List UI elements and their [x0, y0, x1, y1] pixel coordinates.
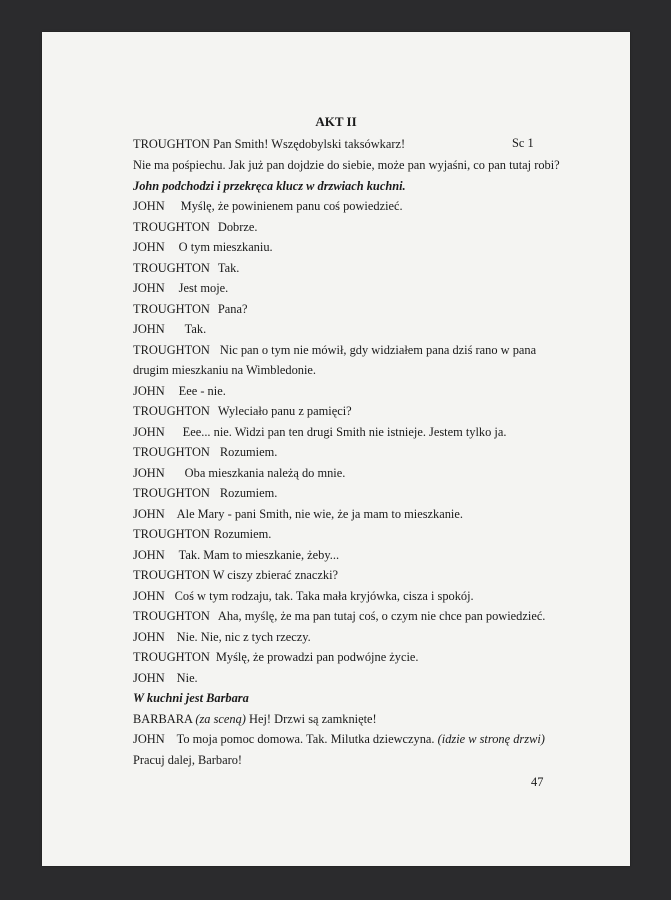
- script-line: TROUGHTON W ciszy zbierać znaczki?: [133, 568, 339, 582]
- script-page: [42, 32, 630, 866]
- speaker: JOHN: [133, 384, 165, 398]
- dialogue-line: TROUGHTON Rozumiem.: [133, 445, 278, 459]
- dialogue-line: JOHN Myślę, że powinienem panu coś powiedzieć.: [133, 199, 403, 213]
- dialogue-line: TROUGHTON Rozumiem.: [133, 486, 278, 500]
- dialogue-line: JOHN Jest moje.: [133, 281, 229, 295]
- stage-direction: (za sceną): [195, 712, 246, 726]
- dialogue-line: JOHN Nie. Nie, nic z tych rzeczy.: [133, 630, 311, 644]
- stage-direction: John podchodzi i przekręca klucz w drzwiach kuchni.: [133, 179, 406, 193]
- speaker: JOHN: [133, 281, 165, 295]
- speaker: TROUGHTON: [133, 445, 210, 459]
- dialogue-line: JOHN Eee... nie. Widzi pan ten drugi Smith nie istnieje. Jestem tylko ja.: [133, 425, 507, 439]
- dialogue-line: TROUGHTON Wyleciało panu z pamięci?: [133, 404, 352, 418]
- dialogue-line: JOHN Tak. Mam to mieszkanie, żeby...: [133, 548, 340, 562]
- speaker: TROUGHTON: [133, 261, 210, 275]
- dialogue-line: TROUGHTON Pana?: [133, 302, 248, 316]
- page-number: 47: [531, 775, 544, 789]
- scene-number: Sc 1: [512, 136, 534, 150]
- dialogue-line: TROUGHTON Dobrze.: [133, 220, 258, 234]
- speaker: JOHN: [133, 630, 165, 644]
- script-line: Pracuj dalej, Barbaro!: [133, 753, 243, 767]
- dialogue-line: JOHN Tak.: [133, 322, 207, 336]
- speaker: JOHN: [133, 589, 165, 603]
- speaker: TROUGHTON: [133, 343, 210, 357]
- dialogue-line: JOHN To moja pomoc domowa. Tak. Milutka dziewczyna. (idzie w stronę drzwi): [133, 732, 545, 746]
- speaker: TROUGHTON: [133, 650, 210, 664]
- dialogue-line: TROUGHTON Nic pan o tym nie mówił, gdy widziałem pana dziś rano w pana: [133, 343, 537, 357]
- speaker: JOHN: [133, 466, 165, 480]
- speaker: TROUGHTON: [133, 404, 210, 418]
- speaker: JOHN: [133, 199, 165, 213]
- script-line: Nie ma pośpiechu. Jak już pan dojdzie do siebie, może pan wyjaśni, co pan tutaj robi?: [133, 158, 560, 172]
- speaker: JOHN: [133, 240, 165, 254]
- speaker: TROUGHTON: [133, 486, 210, 500]
- stage-direction: (idzie w stronę drzwi): [437, 732, 545, 746]
- dialogue-line: JOHN Ale Mary - pani Smith, nie wie, że ja mam to mieszkanie.: [133, 507, 463, 521]
- script-line: drugim mieszkaniu na Wimbledonie.: [133, 363, 317, 377]
- speaker: BARBARA: [133, 712, 193, 726]
- speaker: TROUGHTON: [133, 302, 210, 316]
- speaker: JOHN: [133, 548, 165, 562]
- speaker: TROUGHTON: [133, 220, 210, 234]
- dialogue-line: TROUGHTON Aha, myślę, że ma pan tutaj coś, o czym nie chce pan powiedzieć.: [133, 609, 546, 623]
- speaker: JOHN: [133, 425, 165, 439]
- dialogue-line: JOHN Nie.: [133, 671, 198, 685]
- dialogue-line: JOHN Coś w tym rodzaju, tak. Taka mała kryjówka, cisza i spokój.: [133, 589, 474, 603]
- dialogue-line: TROUGHTON Myślę, że prowadzi pan podwójne życie.: [133, 650, 419, 664]
- dialogue-line: TROUGHTON Tak.: [133, 261, 240, 275]
- dialogue-line: JOHN Oba mieszkania należą do mnie.: [133, 466, 346, 480]
- speaker: JOHN: [133, 507, 165, 521]
- script-line: TROUGHTON Pan Smith! Wszędobylski taksówkarz!: [133, 137, 406, 151]
- speaker: TROUGHTON: [133, 609, 210, 623]
- speaker: TROUGHTON: [133, 527, 210, 541]
- speaker: JOHN: [133, 732, 165, 746]
- speaker: JOHN: [133, 671, 165, 685]
- act-title: AKT II: [315, 114, 357, 129]
- dialogue-line: TROUGHTON Rozumiem.: [133, 527, 272, 541]
- dialogue-line: JOHN O tym mieszkaniu.: [133, 240, 273, 254]
- stage-direction: W kuchni jest Barbara: [133, 691, 249, 705]
- dialogue-line: JOHN Eee - nie.: [133, 384, 226, 398]
- speaker: JOHN: [133, 322, 165, 336]
- dialogue-line: BARBARA (za sceną) Hej! Drzwi są zamknięte!: [133, 712, 377, 726]
